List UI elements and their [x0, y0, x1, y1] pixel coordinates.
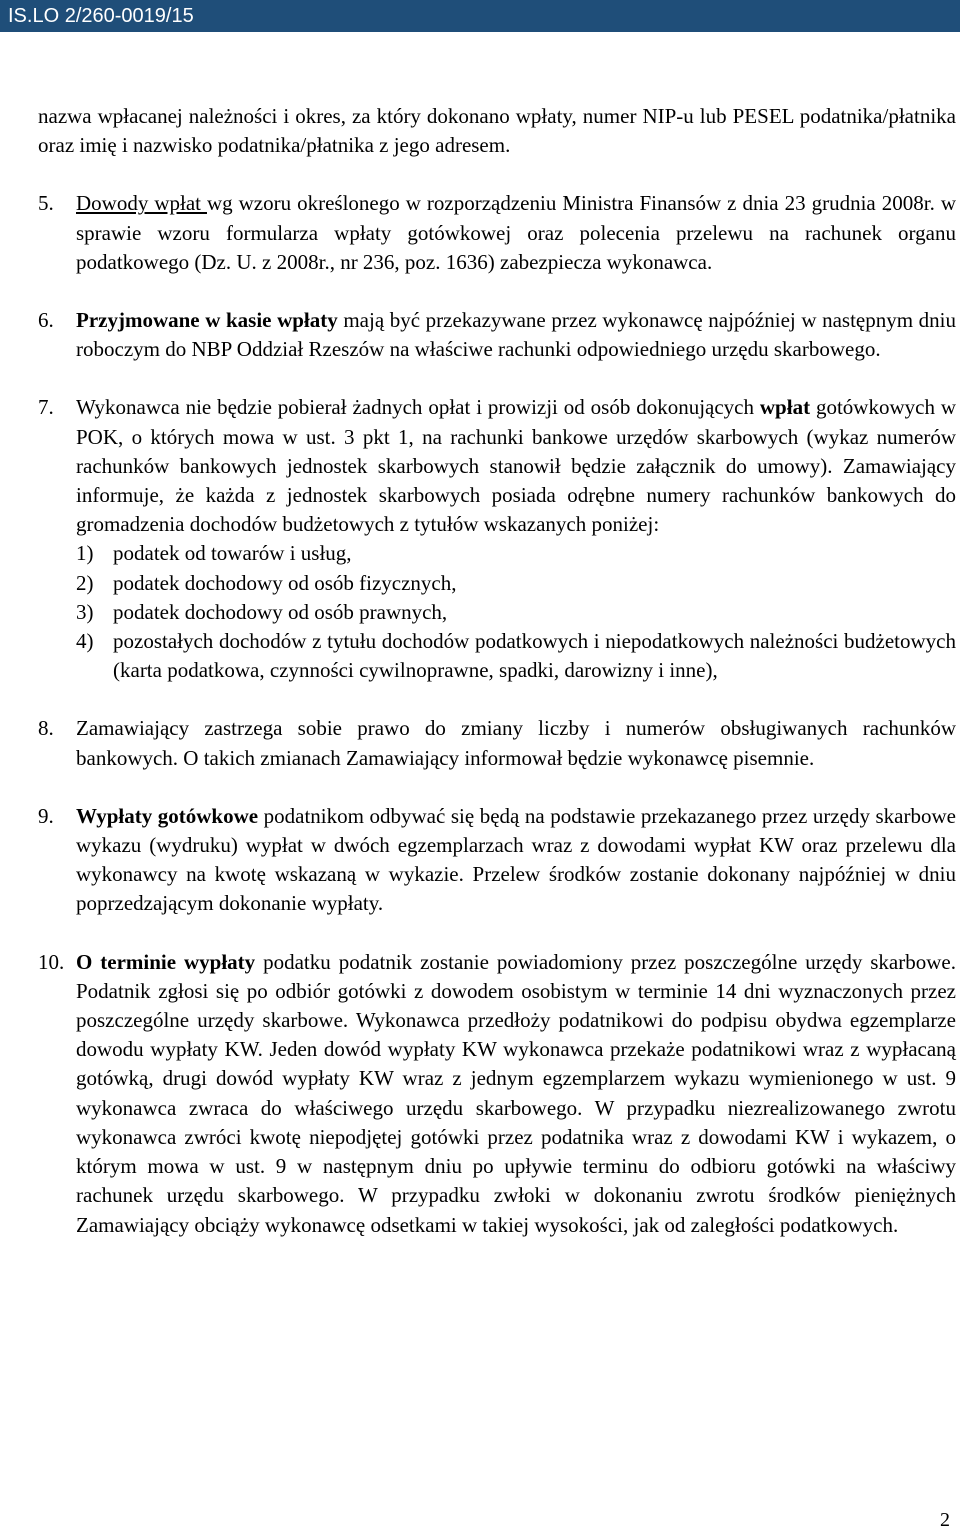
- list-item-text: podatek dochodowy od osób prawnych,: [113, 599, 448, 624]
- item-number: 9.: [38, 803, 54, 828]
- item-text-part-2: gotówkowych w POK, o których mowa w ust. 3 pkt 1, na rachunki bankowe urzędów skarbowych (wykaz numerów rachunków bankowych jednostek skarbowych stanowił będzie załącznik do umowy). Zamawiający informuje, że każda z jednostek skarbowych posiada odrębne numery rachunków bankowych do gromadzenia dochodów budżetowych z tytułów wskazanych poniżej:: [76, 395, 956, 537]
- header-bar: [0, 0, 960, 32]
- item-text: podatku podatnik zostanie powiadomiony przez poszczególne urzędy skarbowe. Podatnik zgłosi się po odbiór gotówki z dowodem osobistym w terminie 14 dni wyznaczonych przez poszczególne urzędy skarbowe. Wykonawca przedłoży podatnikowi do podpisu obydwa egzemplarze dowodu wypłaty KW. Jeden dowód wypłaty KW wykonawca przekaże podatnikowi wraz z wypłacaną gotówką, drugi dowód wypłaty KW wraz z jednym egzemplarzem wykazu wymienionego w ust. 9 wykonawca zwraca do właściwego urzędu skarbowego. W przypadku niezrealizowanego zwrotu wykonawca zwróci kwotę niepodjętej gotówki przez podatnika wraz z dowodami KW i wykazem, o którym mowa w ust. 9 w następnym dniu po upływie terminu do odbioru gotówki na właściwy rachunek urzędu skarbowego. W przypadku zwłoki w dokonaniu zwrotu środków pieniężnych Zamawiający obciąży wykonawcę odsetkami w takiej wysokości, jak od zaległości podatkowych.: [76, 949, 956, 1237]
- item-text: podatnikom odbywać się będą na podstawie przekazanego przez urzędy skarbowe wykazu (wydruku) wypłat w dwóch egzemplarzach wraz z dowodami wypłat KW oraz przelewu dla wykonawcy na kwotę wskazaną w wykazie. Przelew środków zostanie dokonany najpóźniej w dniu poprzedzającym dokonanie wypłaty.: [76, 803, 956, 916]
- item-10: [38, 948, 956, 1240]
- item-number: 8.: [38, 716, 54, 741]
- list-item-number: 3): [76, 599, 94, 624]
- item-5: [38, 189, 956, 277]
- item-8: [38, 714, 956, 772]
- list-item: [38, 627, 956, 685]
- list-item: [38, 539, 956, 568]
- list-item-number: 1): [76, 541, 94, 566]
- intro-paragraph: nazwa wpłacanej należności i okres, za który dokonano wpłaty, numer NIP-u lub PESEL podatnika/płatnika oraz imię i nazwisko podatnika/płatnika z jego adresem.: [38, 104, 956, 158]
- item-number: 7.: [38, 395, 54, 420]
- item-number: 10.: [38, 949, 65, 974]
- item-number: 5.: [38, 191, 54, 216]
- item-text: mają być przekazywane przez wykonawcę najpóźniej w następnym dniu roboczym do NBP Oddział Rzeszów na właściwe rachunki odpowiedniego urzędu skarbowego.: [76, 308, 956, 362]
- list-item-number: 2): [76, 570, 94, 595]
- item-9: [38, 802, 956, 919]
- underlined-text: Dowody wpłat: [76, 191, 207, 216]
- page-number: 2: [940, 1509, 950, 1531]
- item-7: [38, 393, 956, 539]
- list-item: [38, 569, 956, 598]
- item-text: wg wzoru określonego w rozporządzeniu Ministra Finansów z dnia 23 grudnia 2008r. w sprawie wzoru formularza wpłaty gotówkowej oraz polecenia przelewu na rachunek organu podatkowego (Dz. U. z 2008r., nr 236, poz. 1636) zabezpiecza wykonawca.: [76, 191, 956, 274]
- item-text-part-1: Wykonawca nie będzie pobierał żadnych opłat i prowizji od osób dokonujących: [76, 395, 760, 420]
- item-text: Zamawiający zastrzega sobie prawo do zmiany liczby i numerów obsługiwanych rachunków bankowych. O takich zmianach Zamawiający informował będzie wykonawcę pisemnie.: [76, 716, 956, 770]
- list-item: [38, 598, 956, 627]
- item-number: 6.: [38, 308, 54, 333]
- bold-text: wpłat: [759, 395, 811, 420]
- list-item-text: podatek od towarów i usług,: [113, 541, 352, 566]
- list-item-text: podatek dochodowy od osób fizycznych,: [113, 570, 457, 595]
- bold-text: Wypłaty gotówkowe: [76, 803, 259, 828]
- document-body: [38, 102, 956, 1240]
- bold-text: O terminie wypłaty: [76, 949, 256, 974]
- income-types-list: [38, 539, 956, 685]
- document-reference: IS.LO 2/260-0019/15: [8, 5, 194, 27]
- list-item-text: pozostałych dochodów z tytułu dochodów podatkowych i niepodatkowych należności budżetowych (karta podatkowa, czynności cywilnoprawne, spadki, darowizny i inne),: [113, 629, 956, 683]
- bold-text: Przyjmowane w kasie wpłaty: [76, 308, 338, 333]
- list-item-number: 4): [76, 629, 94, 654]
- item-6: [38, 306, 956, 364]
